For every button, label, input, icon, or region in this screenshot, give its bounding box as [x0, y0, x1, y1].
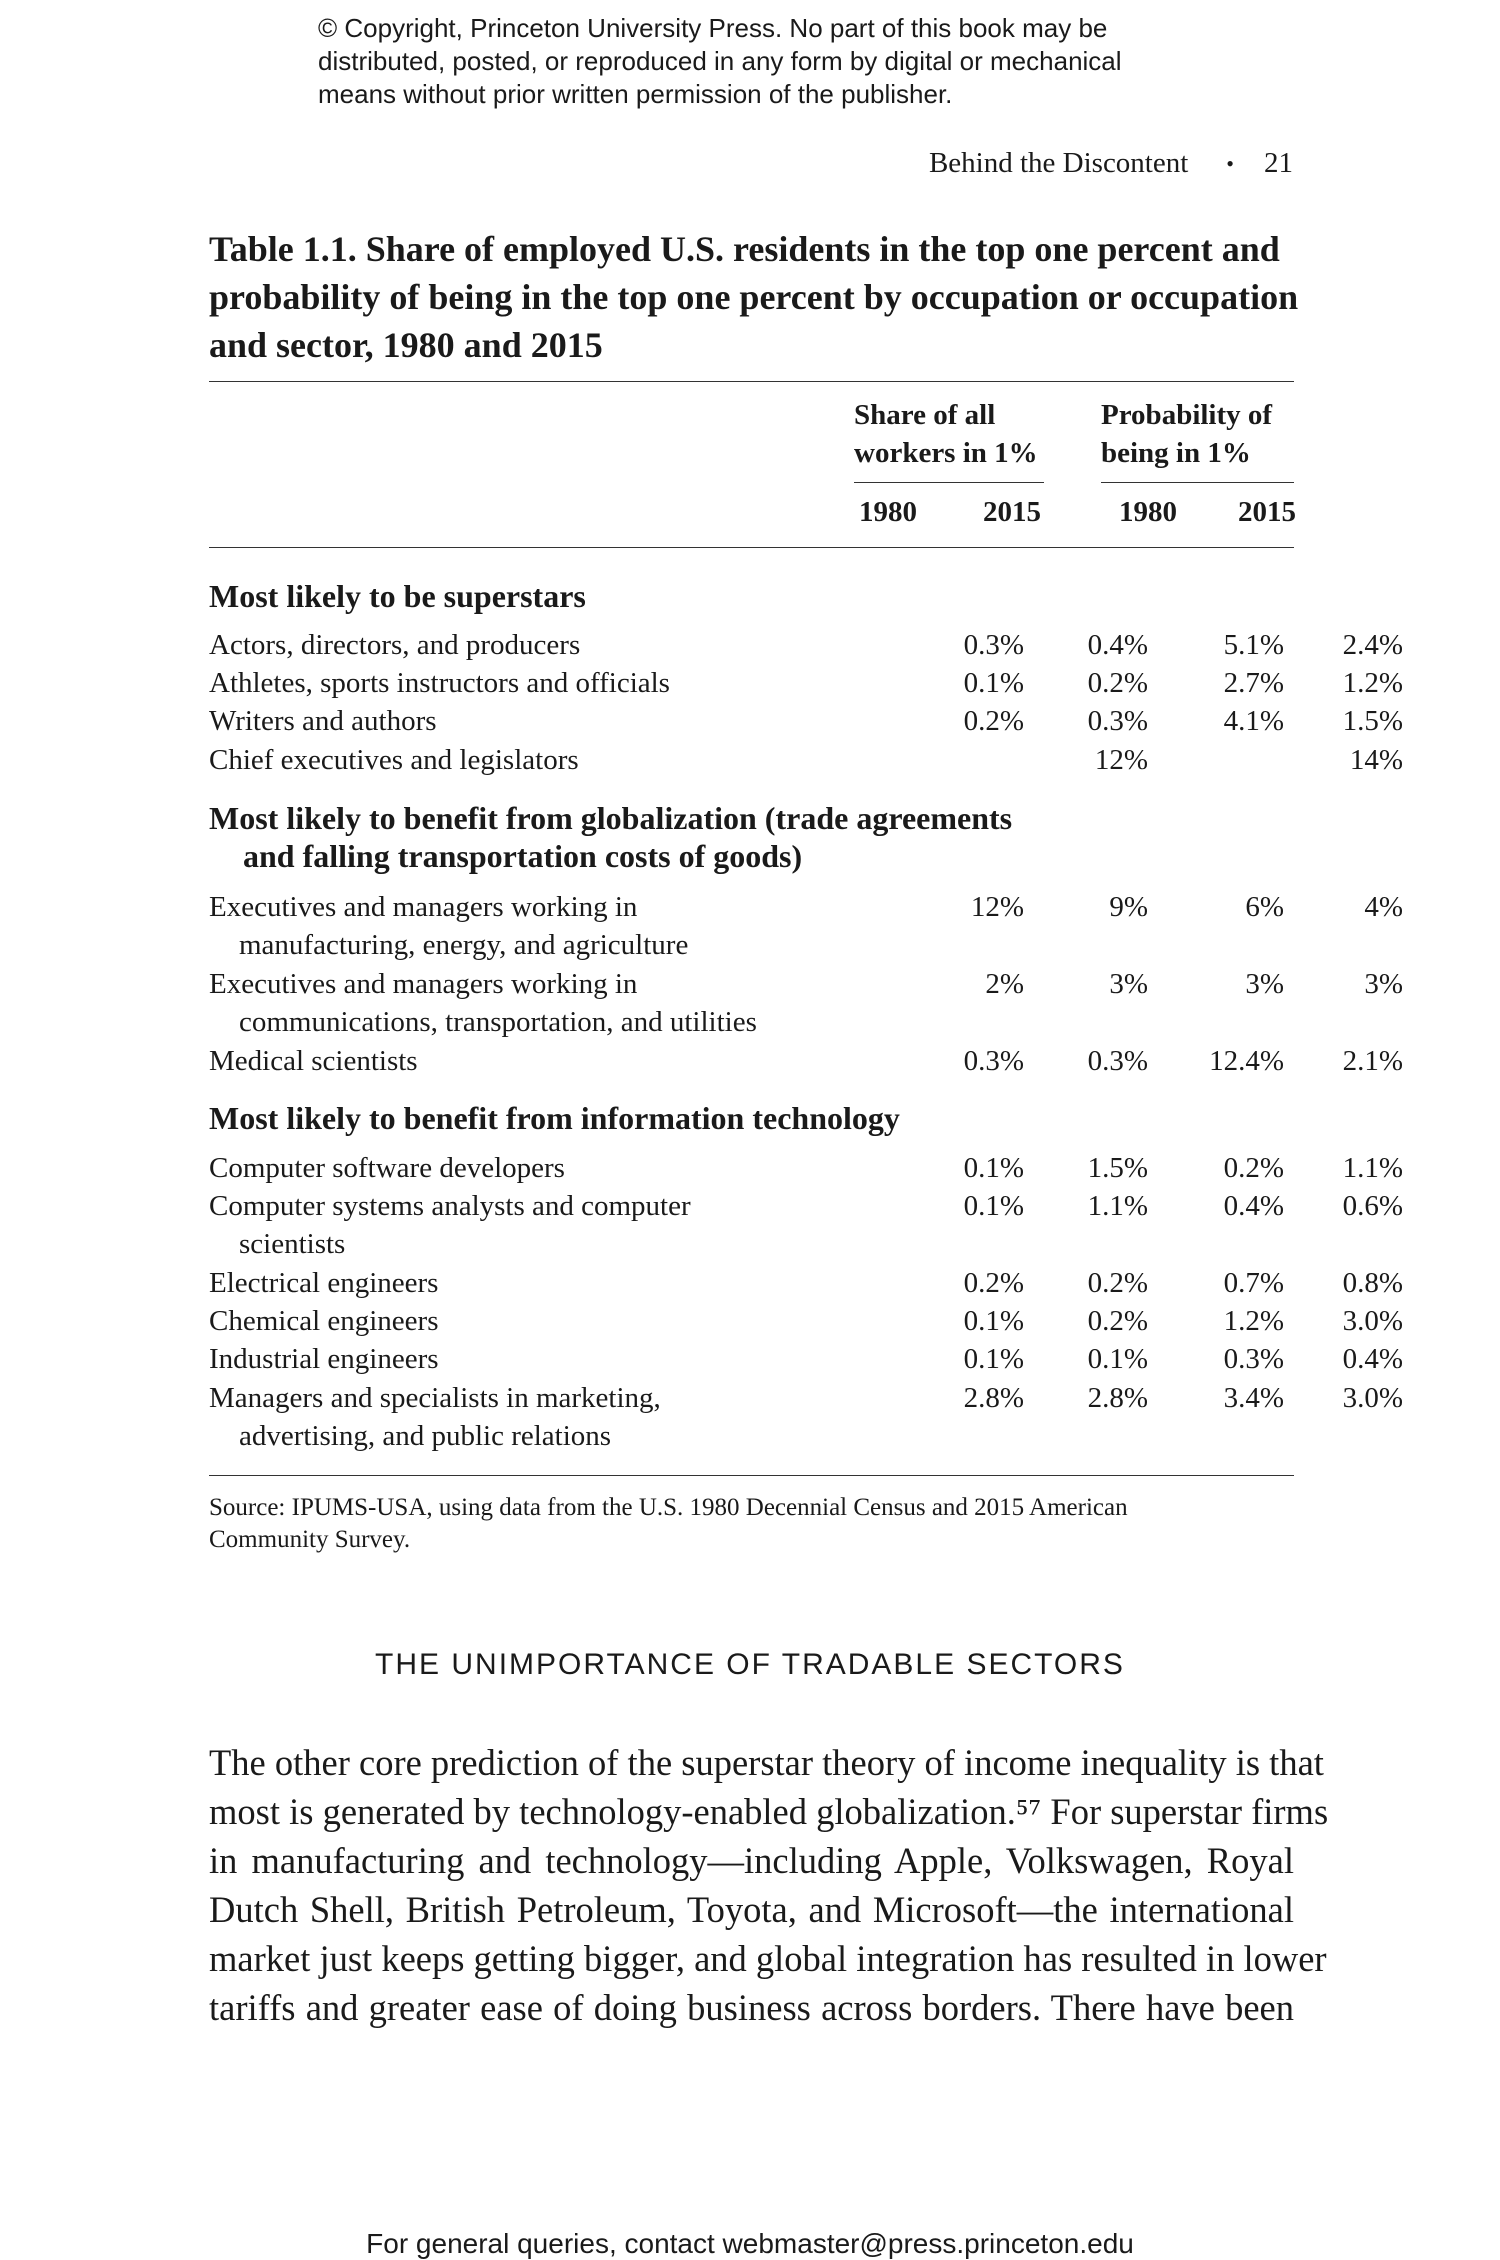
- year-header: 1980: [859, 496, 917, 528]
- table-cell: 3%: [1245, 968, 1284, 1000]
- table-cell: 12.4%: [1209, 1045, 1284, 1077]
- row-label-line: Managers and specialists in marketing,: [209, 1382, 661, 1414]
- copyright-line: © Copyright, Princeton University Press. No part of this book may be: [318, 13, 1108, 43]
- table-cell: 3.0%: [1342, 1382, 1403, 1414]
- table-cell: 0.7%: [1223, 1267, 1284, 1299]
- table-cell: 4%: [1364, 891, 1403, 923]
- table-cell: 0.4%: [1087, 629, 1148, 661]
- table-cell: 0.3%: [1087, 1045, 1148, 1077]
- running-head: [880, 147, 1293, 180]
- table-cell: 0.3%: [1087, 705, 1148, 737]
- table-cell: 5.1%: [1223, 629, 1284, 661]
- table-title-line: probability of being in the top one percent by occupation or occupation: [209, 277, 1299, 317]
- table-cell: 14%: [1349, 744, 1403, 776]
- row-label: [209, 741, 579, 779]
- table-cell: 0.3%: [1223, 1343, 1284, 1375]
- table-bottom-rule: [209, 1475, 1294, 1476]
- table-cell: 4.1%: [1223, 705, 1284, 737]
- body-line: market just keeps getting bigger, and global integration has resulted in lower: [209, 1938, 1327, 1979]
- row-label-line: Executives and managers working in: [209, 968, 638, 1000]
- table-cell: 0.6%: [1342, 1190, 1403, 1222]
- row-label-line: Executives and managers working in: [209, 891, 638, 923]
- body-paragraph: [209, 1738, 1329, 2032]
- row-label-line: manufacturing, energy, and agriculture: [239, 929, 689, 961]
- table-cell: 0.2%: [963, 1267, 1024, 1299]
- section-title-superstars: [209, 577, 586, 615]
- table-cell: 0.2%: [963, 705, 1024, 737]
- row-label-line: communications, transportation, and utilities: [239, 1006, 757, 1038]
- table-row: [209, 1379, 1403, 1452]
- table-row: [209, 626, 1403, 664]
- table-cell: 1.2%: [1223, 1305, 1284, 1337]
- table-cell: 2.4%: [1342, 629, 1403, 661]
- table-row: [209, 965, 1403, 1038]
- row-label: [209, 965, 757, 1041]
- section-title-globalization: [209, 799, 1012, 875]
- table-cell: 0.2%: [1087, 667, 1148, 699]
- row-label: [209, 626, 580, 664]
- row-label-line: Medical scientists: [209, 1045, 418, 1077]
- table-cell: 0.3%: [963, 629, 1024, 661]
- source-line: Community Survey.: [209, 1526, 411, 1553]
- column-group-rule: [854, 482, 1044, 483]
- table-cell: 0.3%: [963, 1045, 1024, 1077]
- section-title-line: Most likely to be superstars: [209, 578, 586, 614]
- column-group-rule: [1101, 482, 1294, 483]
- body-line: The other core prediction of the superstar theory of income inequality is that: [209, 1742, 1324, 1783]
- table-cell: 3.0%: [1342, 1305, 1403, 1337]
- year-header: 2015: [983, 496, 1041, 528]
- row-label-line: Electrical engineers: [209, 1267, 439, 1299]
- table-cell: 1.2%: [1342, 667, 1403, 699]
- table-title-line: and sector, 1980 and 2015: [209, 325, 603, 365]
- row-label: [209, 1264, 438, 1302]
- running-head-title: Behind the Discontent: [928, 147, 1189, 179]
- table-cell: 3.4%: [1223, 1382, 1284, 1414]
- column-group-share: [854, 396, 1038, 472]
- row-label: [209, 1042, 418, 1080]
- year-header: 2015: [1238, 496, 1296, 528]
- table-title: [209, 225, 1299, 369]
- year-header: 1980: [1119, 496, 1177, 528]
- table-cell: 3%: [1364, 968, 1403, 1000]
- table-cell: 9%: [1109, 891, 1148, 923]
- table-top-rule: [209, 381, 1294, 382]
- column-group-line: Probability of: [1101, 399, 1273, 431]
- copyright-line: means without prior written permission of the publisher.: [318, 79, 953, 109]
- table-cell: 2%: [985, 968, 1024, 1000]
- row-label: [209, 1379, 661, 1455]
- row-label: [209, 1302, 439, 1340]
- row-label-line: Computer software developers: [209, 1152, 565, 1184]
- table-cell: 1.1%: [1342, 1152, 1403, 1184]
- table-source-note: [209, 1492, 1294, 1556]
- row-label: [209, 888, 688, 964]
- row-label: [209, 664, 670, 702]
- table-cell: 3%: [1109, 968, 1148, 1000]
- row-label-line: Chief executives and legislators: [209, 744, 579, 776]
- table-cell: 1.5%: [1342, 705, 1403, 737]
- section-heading: THE UNIMPORTANCE OF TRADABLE SECTORS: [375, 1648, 1125, 1681]
- header-bottom-rule: [209, 547, 1294, 548]
- table-cell: 0.8%: [1342, 1267, 1403, 1299]
- table-cell: 0.1%: [963, 1152, 1024, 1184]
- body-line: tariffs and greater ease of doing business across borders. There have been: [209, 1987, 1294, 2028]
- table-cell: 2.7%: [1223, 667, 1284, 699]
- table-cell: 12%: [970, 891, 1024, 923]
- row-label-line: scientists: [239, 1228, 346, 1260]
- table-cell: 2.1%: [1342, 1045, 1403, 1077]
- body-line: most is generated by technology-enabled globalization.⁵⁷ For superstar firms: [209, 1791, 1329, 1832]
- table-row: [209, 1340, 1403, 1378]
- row-label-line: Industrial engineers: [209, 1343, 439, 1375]
- footer-contact: For general queries, contact webmaster@press.princeton.edu: [366, 2228, 1134, 2259]
- table-cell: 2.8%: [1087, 1382, 1148, 1414]
- table-row: [209, 664, 1403, 702]
- section-title-line: Most likely to benefit from information technology: [209, 1100, 900, 1136]
- row-label-line: advertising, and public relations: [239, 1420, 612, 1452]
- row-label: [209, 1187, 691, 1263]
- row-label: [209, 702, 437, 740]
- table-cell: 0.4%: [1342, 1343, 1403, 1375]
- table-cell: 6%: [1245, 891, 1284, 923]
- table-row: [209, 1149, 1403, 1187]
- table-cell: 0.1%: [963, 667, 1024, 699]
- body-line: in manufacturing and technology—including Apple, Volkswagen, Royal: [209, 1840, 1294, 1881]
- row-label-line: Computer systems analysts and computer: [209, 1190, 691, 1222]
- table-cell: 0.1%: [963, 1305, 1024, 1337]
- table-cell: 1.1%: [1087, 1190, 1148, 1222]
- table-cell: 0.1%: [963, 1190, 1024, 1222]
- table-cell: 0.1%: [963, 1343, 1024, 1375]
- table-cell: 0.2%: [1087, 1305, 1148, 1337]
- table-row: [209, 741, 1403, 779]
- column-group-probability: [1101, 396, 1272, 472]
- page-number: 21: [1264, 147, 1293, 179]
- table-row: [209, 1302, 1403, 1340]
- section-title-line: Most likely to benefit from globalization (trade agreements: [209, 800, 1013, 836]
- row-label-line: Writers and authors: [209, 705, 437, 737]
- table-cell: 0.2%: [1087, 1267, 1148, 1299]
- source-line: Source: IPUMS-USA, using data from the U.S. 1980 Decennial Census and 2015 American: [209, 1494, 1128, 1521]
- table-row: [209, 1042, 1403, 1080]
- copyright-line: distributed, posted, or reproduced in any form by digital or mechanical: [318, 46, 1122, 76]
- column-group-line: workers in 1%: [854, 437, 1038, 469]
- section-title-line: and falling transportation costs of goods): [243, 838, 803, 874]
- table-cell: 0.1%: [1087, 1343, 1148, 1375]
- row-label-line: Athletes, sports instructors and officials: [209, 667, 670, 699]
- table-row: [209, 702, 1403, 740]
- table-cell: 0.4%: [1223, 1190, 1284, 1222]
- table-row: [209, 1264, 1403, 1302]
- row-label: [209, 1149, 565, 1187]
- column-group-line: Share of all: [854, 399, 996, 431]
- table-row: [209, 888, 1403, 961]
- table-title-line: Table 1.1. Share of employed U.S. residents in the top one percent and: [209, 229, 1280, 269]
- table-row: [209, 1187, 1403, 1260]
- row-label-line: Chemical engineers: [209, 1305, 439, 1337]
- table-cell: 2.8%: [963, 1382, 1024, 1414]
- section-title-information-technology: [209, 1099, 900, 1137]
- table-cell: 12%: [1094, 744, 1148, 776]
- column-group-line: being in 1%: [1101, 437, 1251, 469]
- row-label-line: Actors, directors, and producers: [209, 629, 581, 661]
- table-cell: 1.5%: [1087, 1152, 1148, 1184]
- bullet-icon: •: [1226, 150, 1234, 176]
- row-label: [209, 1340, 439, 1378]
- body-line: Dutch Shell, British Petroleum, Toyota, and Microsoft—the international: [209, 1889, 1294, 1930]
- table-cell: 0.2%: [1223, 1152, 1284, 1184]
- copyright-notice: [318, 12, 1318, 111]
